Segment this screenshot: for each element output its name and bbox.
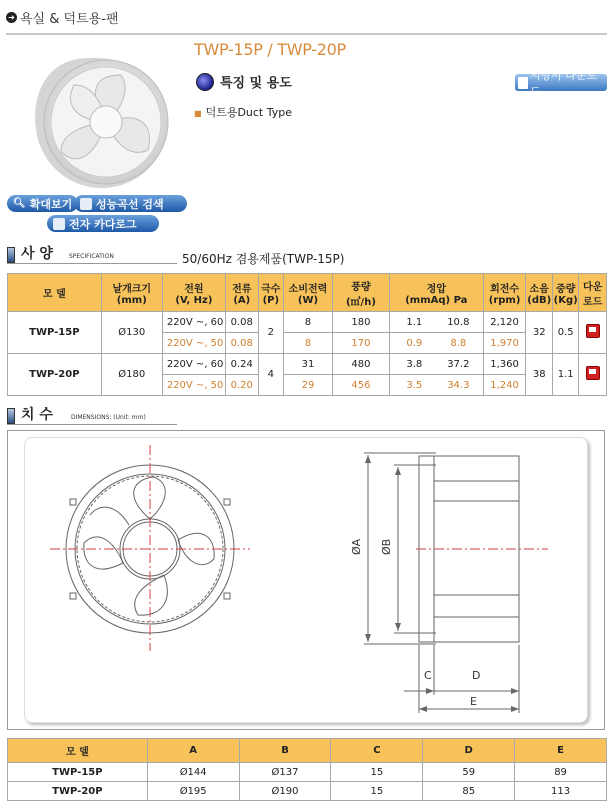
pa-value: 10.8 — [447, 316, 470, 328]
dimension-drawing — [24, 437, 588, 723]
document-icon — [518, 77, 528, 89]
rpm-hdr: 회전수 — [490, 283, 520, 295]
magnifier-icon: 🔍︎ — [13, 198, 26, 209]
dimension-table — [7, 738, 607, 801]
download-cell[interactable] — [579, 312, 607, 354]
dim-col-b: B — [239, 739, 331, 763]
mmaq-value: 1.1 — [406, 316, 423, 328]
noise-cell: 32 — [526, 312, 552, 354]
dim-col-d: D — [423, 739, 515, 763]
rpm-cell: 1,970 — [483, 333, 526, 354]
spec-table — [7, 273, 607, 396]
weight-cell: 1.1 — [552, 354, 578, 396]
pressure-hdr: 정압 — [426, 283, 446, 295]
spec-title: 사 양 — [21, 246, 53, 262]
dim-b-cell: Ø137 — [239, 763, 331, 782]
bullet-icon — [196, 73, 214, 91]
dim-col-e: E — [515, 739, 607, 763]
blade-hdr: 날개크기 — [112, 283, 152, 295]
current-cell: 0.08 — [225, 333, 258, 354]
divider — [6, 33, 607, 35]
duct-type-text — [194, 104, 292, 120]
power-cell: 220V ~, 60 — [162, 354, 225, 375]
watt-cell: 8 — [284, 312, 333, 333]
poles-cell: 4 — [258, 354, 283, 396]
zoom-button[interactable] — [7, 195, 78, 212]
catalog-button[interactable] — [47, 215, 159, 232]
watt-cell: 8 — [284, 333, 333, 354]
flow-cell: 180 — [332, 312, 389, 333]
download-hdr: 다운 — [583, 281, 603, 293]
mmaq-value: 3.8 — [406, 358, 423, 370]
dim-label-a: ØA — [350, 538, 363, 555]
current-cell: 0.24 — [225, 354, 258, 375]
breadcrumb-text: 욕실 & 덕트용-팬 — [20, 12, 119, 27]
table-row — [8, 354, 607, 375]
rpm-cell: 1,360 — [483, 354, 526, 375]
pa-value: 8.8 — [450, 337, 467, 349]
power-cell: 220V ~, 60 — [162, 312, 225, 333]
dim-model-cell: TWP-20P — [8, 782, 148, 801]
rpm-cell: 2,120 — [483, 312, 526, 333]
download-icon[interactable] — [586, 366, 600, 380]
col-consumption — [284, 274, 333, 312]
freq-note: 50/60Hz 겸용제품(TWP-15P) — [182, 252, 345, 266]
arrow-right-icon: ➜ — [6, 12, 17, 23]
pa-value: 37.2 — [447, 358, 470, 370]
table-row — [8, 763, 607, 782]
spec-subtitle: SPECIFICATION — [68, 253, 114, 260]
poles-cell: 2 — [258, 312, 283, 354]
dim-label-d: D — [472, 669, 481, 682]
current-cell: 0.08 — [225, 312, 258, 333]
col-current — [225, 274, 258, 312]
pressure-cell — [389, 333, 483, 354]
noise-cell: 38 — [526, 354, 552, 396]
blade-unit: (mm) — [116, 294, 147, 306]
curve-search-button[interactable] — [74, 195, 187, 212]
airflow-hdr: 풍량 — [351, 281, 371, 293]
dim-col-model: 모 델 — [8, 739, 148, 763]
chart-icon — [80, 198, 92, 210]
dim-col-c: C — [331, 739, 423, 763]
dim-c-cell: 15 — [331, 763, 423, 782]
power-hdr: 전원 — [184, 283, 204, 295]
fan-product-image — [26, 50, 176, 195]
weight-cell: 0.5 — [552, 312, 578, 354]
table-row — [8, 312, 607, 333]
dim-title: 치 수 — [21, 407, 53, 423]
section-underline — [7, 263, 177, 264]
curve-search-label: 성능곡선 검색 — [96, 197, 164, 211]
noise-unit: (dB) — [527, 294, 552, 306]
col-noise — [526, 274, 552, 312]
dim-label-e: E — [470, 695, 477, 708]
current-hdr: 전류 — [232, 283, 252, 295]
watt-cell: 31 — [284, 354, 333, 375]
features-label: 특징 및 용도 — [220, 76, 292, 91]
zoom-label: 확대보기 — [29, 197, 73, 211]
rpm-unit: (rpm) — [488, 294, 521, 306]
section-bar-icon — [7, 408, 15, 424]
weight-hdr: 중량 — [556, 283, 576, 295]
pressure-unit: (mmAq) Pa — [405, 294, 468, 306]
features-header — [196, 72, 292, 91]
col-blade — [101, 274, 162, 312]
blade-cell: Ø130 — [101, 312, 162, 354]
col-model: 모 델 — [8, 274, 102, 312]
dim-e-cell: 89 — [515, 763, 607, 782]
download-cell[interactable] — [579, 354, 607, 396]
power-cell: 220V ~, 50 — [162, 333, 225, 354]
section-bar-icon — [7, 247, 15, 263]
dim-b-cell: Ø190 — [239, 782, 331, 801]
col-poles — [258, 274, 283, 312]
poles-hdr: 극수 — [261, 283, 281, 295]
dim-subtitle: DIMENSIONS: (Unit: mm) — [70, 414, 146, 421]
model-cell: TWP-15P — [8, 312, 102, 354]
dim-col-a: A — [147, 739, 239, 763]
col-pressure — [389, 274, 483, 312]
book-icon — [53, 218, 65, 230]
col-rpm — [483, 274, 526, 312]
watt-cell: 29 — [284, 375, 333, 396]
noise-hdr: 소음 — [529, 283, 549, 295]
square-bullet-icon: ■ — [194, 109, 202, 118]
pa-value: 34.3 — [447, 379, 470, 391]
dim-d-cell: 59 — [423, 763, 515, 782]
flow-cell: 456 — [332, 375, 389, 396]
airflow-unit: (㎥/h) — [345, 296, 376, 308]
pressure-cell — [389, 354, 483, 375]
manual-download-label: 시방서 다운로드 — [529, 68, 598, 98]
pressure-cell — [389, 375, 483, 396]
dim-c-cell: 15 — [331, 782, 423, 801]
col-weight — [552, 274, 578, 312]
flow-cell: 170 — [332, 333, 389, 354]
power-unit: (V, Hz) — [175, 294, 213, 306]
col-power — [162, 274, 225, 312]
top-strip — [0, 0, 613, 6]
dim-model-cell: TWP-15P — [8, 763, 148, 782]
spec-section-header — [7, 243, 114, 263]
dim-d-cell: 85 — [423, 782, 515, 801]
catalog-label: 전자 카다로그 — [69, 217, 137, 231]
poles-unit: (P) — [262, 294, 280, 306]
duct-type-label: 덕트용Duct Type — [205, 106, 293, 119]
pressure-cell — [389, 312, 483, 333]
consumption-hdr: 소비전력 — [288, 283, 328, 295]
current-unit: (A) — [233, 294, 251, 306]
spec-header-row — [8, 274, 607, 312]
consumption-unit: (W) — [297, 294, 319, 306]
product-title: TWP-15P / TWP-20P — [194, 40, 346, 59]
current-cell: 0.20 — [225, 375, 258, 396]
model-cell: TWP-20P — [8, 354, 102, 396]
dim-e-cell: 113 — [515, 782, 607, 801]
dim-a-cell: Ø144 — [147, 763, 239, 782]
table-row — [8, 782, 607, 801]
breadcrumb — [6, 8, 118, 27]
download-icon[interactable] — [586, 324, 600, 338]
col-airflow — [332, 274, 389, 312]
rpm-cell: 1,240 — [483, 375, 526, 396]
manual-download-button[interactable] — [515, 68, 607, 98]
download-hdr2: 로드 — [583, 296, 603, 308]
dim-section-header — [7, 404, 146, 424]
dim-header-row — [8, 739, 607, 763]
mmaq-value: 3.5 — [406, 379, 423, 391]
blade-cell: Ø180 — [101, 354, 162, 396]
power-cell: 220V ~, 50 — [162, 375, 225, 396]
mmaq-value: 0.9 — [406, 337, 423, 349]
flow-cell: 480 — [332, 354, 389, 375]
dim-label-c: C — [424, 669, 432, 682]
section-underline — [7, 424, 177, 425]
weight-unit: (Kg) — [553, 294, 578, 306]
col-download — [579, 274, 607, 312]
dim-label-b: ØB — [380, 538, 393, 555]
dim-a-cell: Ø195 — [147, 782, 239, 801]
